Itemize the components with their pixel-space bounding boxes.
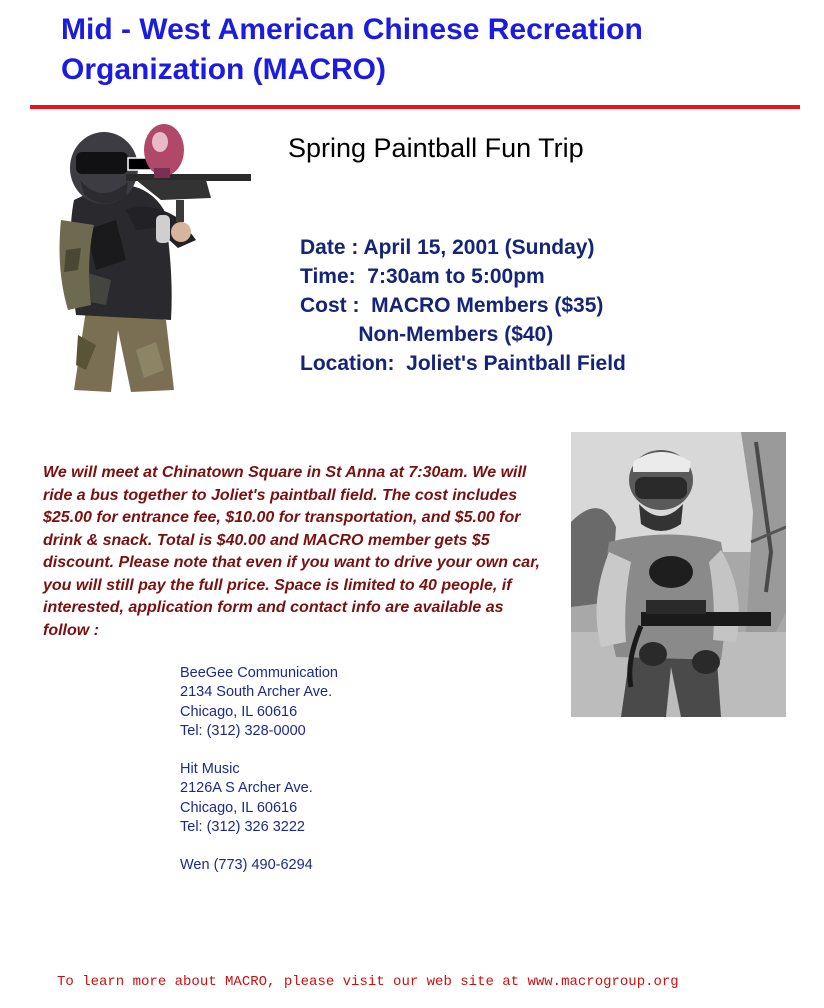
contact-wen bbox=[180, 856, 313, 875]
contact-name: Hit Music bbox=[180, 761, 240, 777]
contact-phone: Wen (773) 490-6294 bbox=[180, 857, 313, 873]
contact-phone: Tel: (312) 326 3222 bbox=[180, 819, 305, 836]
event-cost-members: Cost : MACRO Members ($35) bbox=[300, 294, 604, 317]
organization-title-line-2: Organization (MACRO) bbox=[61, 53, 386, 86]
contact-city: Chicago, IL 60616 bbox=[180, 799, 298, 816]
organization-title-line-1: Mid - West American Chinese Recreation bbox=[61, 13, 643, 46]
event-title: Spring Paintball Fun Trip bbox=[288, 133, 584, 163]
contact-address: 2134 South Archer Ave. bbox=[180, 684, 333, 701]
event-details bbox=[300, 233, 626, 378]
event-location: Location: Joliet's Paintball Field bbox=[300, 352, 626, 375]
paintball-player-standing-photo bbox=[571, 432, 786, 717]
footer-website-note: To learn more about MACRO, please visit our web site at www.macrogroup.org bbox=[57, 974, 679, 990]
paintball-player-aiming-photo bbox=[56, 120, 256, 395]
event-description: We will meet at Chinatown Square in St Anna at 7:30am. We will ride a bus together to Joliet's paintball field. The cost includes $25.00 for entrance fee, $10.00 for transportation, and $5.00 for drink & snack. Total is $40.00 and MACRO member gets $5 discount. Please note that even if you want to drive your own car, you will still pay the full price. Space is limited to 40 people, if interested, application form and contact info are available as follow : bbox=[43, 464, 540, 639]
contact-city: Chicago, IL 60616 bbox=[180, 703, 298, 720]
contact-address: 2126A S Archer Ave. bbox=[180, 780, 313, 797]
event-cost-nonmembers: Non-Members ($40) bbox=[300, 323, 554, 346]
title-divider bbox=[30, 105, 800, 109]
organization-title bbox=[61, 10, 761, 90]
contact-hit-music bbox=[180, 760, 313, 838]
event-time: Time: 7:30am to 5:00pm bbox=[300, 265, 545, 288]
contact-phone: Tel: (312) 328-0000 bbox=[180, 723, 306, 740]
contact-beegee bbox=[180, 664, 338, 742]
contact-name: BeeGee Communication bbox=[180, 665, 338, 681]
event-date: Date : April 15, 2001 (Sunday) bbox=[300, 236, 595, 259]
